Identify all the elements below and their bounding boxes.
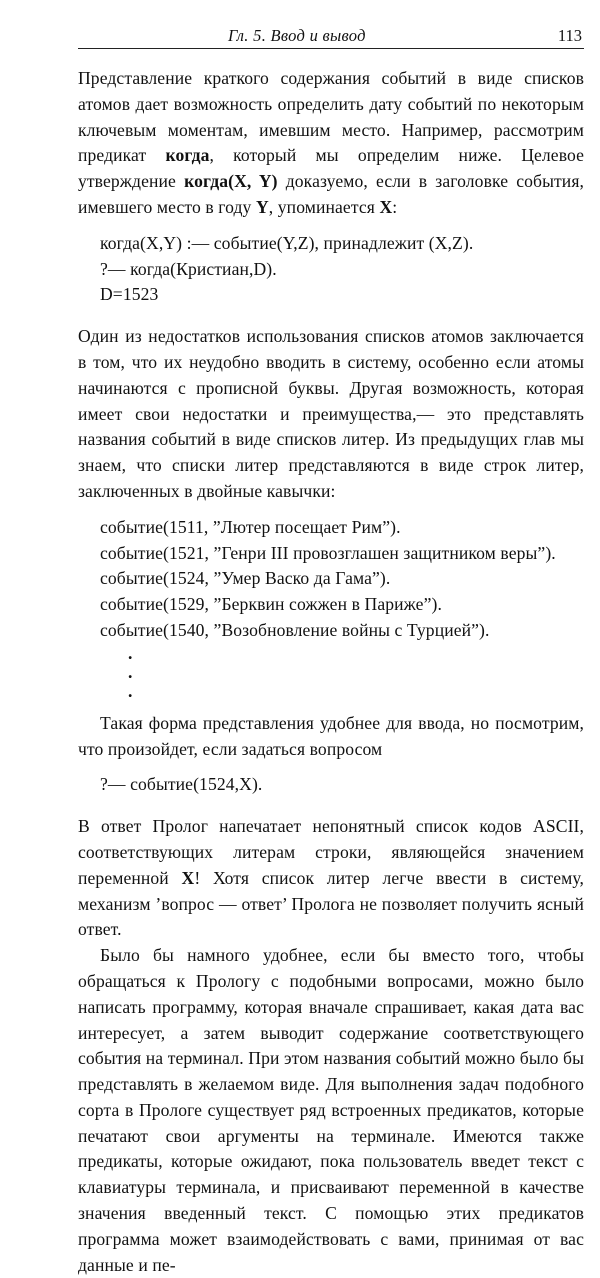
text-run: доказуемо, если в заголовке события, имевшего место в году — [78, 171, 585, 217]
bold-term: X — [181, 867, 195, 888]
text-run: Представление краткого содержания событий в виде списков атомов дает возможность определить дату событий по некоторым ключевым моментам, имевшим место. Например, рассмотрим предикат — [78, 68, 584, 166]
page-number: 113 — [557, 26, 582, 45]
bold-term: когда(X, Y) — [184, 171, 278, 192]
page-body — [78, 66, 584, 1278]
page-header — [78, 22, 584, 49]
code-line: событие(1540, ”Возобновление войны с Турцией”). — [100, 619, 490, 640]
bold-term: Y — [255, 196, 269, 217]
paragraph-program: Было бы намного удобнее, если бы вместо того, чтобы обращаться к Прологу с подобными вопросами, можно было написать программу, которая вначале спрашивает, какая дата вас интересует, а затем выводит содержание соответствующего события на терминал. При этом названия событий можно было бы представлять в желаемом виде. Для выполнения задач подобного сорта в Прологе существует ряд встроенных предикатов, которые печатают свои аргументы на терминале. Имеются также предикаты, которые ожидают, пока пользователь введет текст с клавиатуры терминала, и присваивают переменной в качестве значения введенный текст. С помощью этих предикатов программа может взаимодействовать с вами, принимая от вас данные и пе- — [78, 945, 584, 1275]
code-line: ?— когда(Кристиан,D). — [100, 258, 277, 279]
text-run: , который мы определим ниже. Целевое утверждение — [78, 145, 585, 192]
code-line: ?— событие(1524,X). — [100, 774, 263, 795]
running-head: Гл. 5. Ввод и вывод — [228, 26, 366, 45]
code-line: событие(1521, ”Генри III провозглашен защитником веры”). — [100, 542, 556, 563]
ellipsis-dot: . — [128, 661, 133, 682]
paragraph-lists: Один из недостатков использования списков атомов заключается в том, что их неудобно вводить в систему, особенно если атомы начинаются с прописной буквы. Другая возможность, которая имеет свои недостатки и преимущества,— это представлять названия событий в виде списков литер. Из предыдущих глав мы знаем, что списки литер представляются в виде строк литер, заключенных в двойные кавычки: — [78, 326, 584, 501]
code-line: D=1523 — [100, 284, 159, 305]
bold-term: X — [379, 196, 393, 217]
text-run: ! Хотя список литер легче ввести в систему, механизм ’вопрос — ответ’ Пролога не позволяет получить ясный ответ. — [78, 867, 584, 940]
code-line: событие(1511, ”Лютер посещает Рим”). — [100, 516, 401, 537]
paragraph-form: Такая форма представления удобнее для ввода, но посмотрим, что произойдет, если задаться вопросом — [78, 712, 584, 759]
ellipsis-dot: . — [128, 642, 133, 663]
code-line: событие(1524, ”Умер Васко да Гама”). — [100, 568, 391, 589]
text-run: В ответ Пролог напечатает непонятный список кодов ASCII, соответствующих литерам строки, являющейся значением переменной — [78, 816, 584, 888]
paragraph-answer — [78, 814, 584, 943]
code-line: событие(1529, ”Берквин сожжен в Париже”). — [100, 594, 442, 615]
code-line: когда(X,Y) :— событие(Y,Z), принадлежит (X,Z). — [100, 232, 474, 253]
text-run: : — [392, 196, 398, 217]
ellipsis-dot: . — [128, 680, 133, 701]
text-run: , упоминается — [268, 196, 380, 217]
bold-term: когда — [165, 145, 210, 166]
paragraph-intro — [78, 66, 584, 221]
